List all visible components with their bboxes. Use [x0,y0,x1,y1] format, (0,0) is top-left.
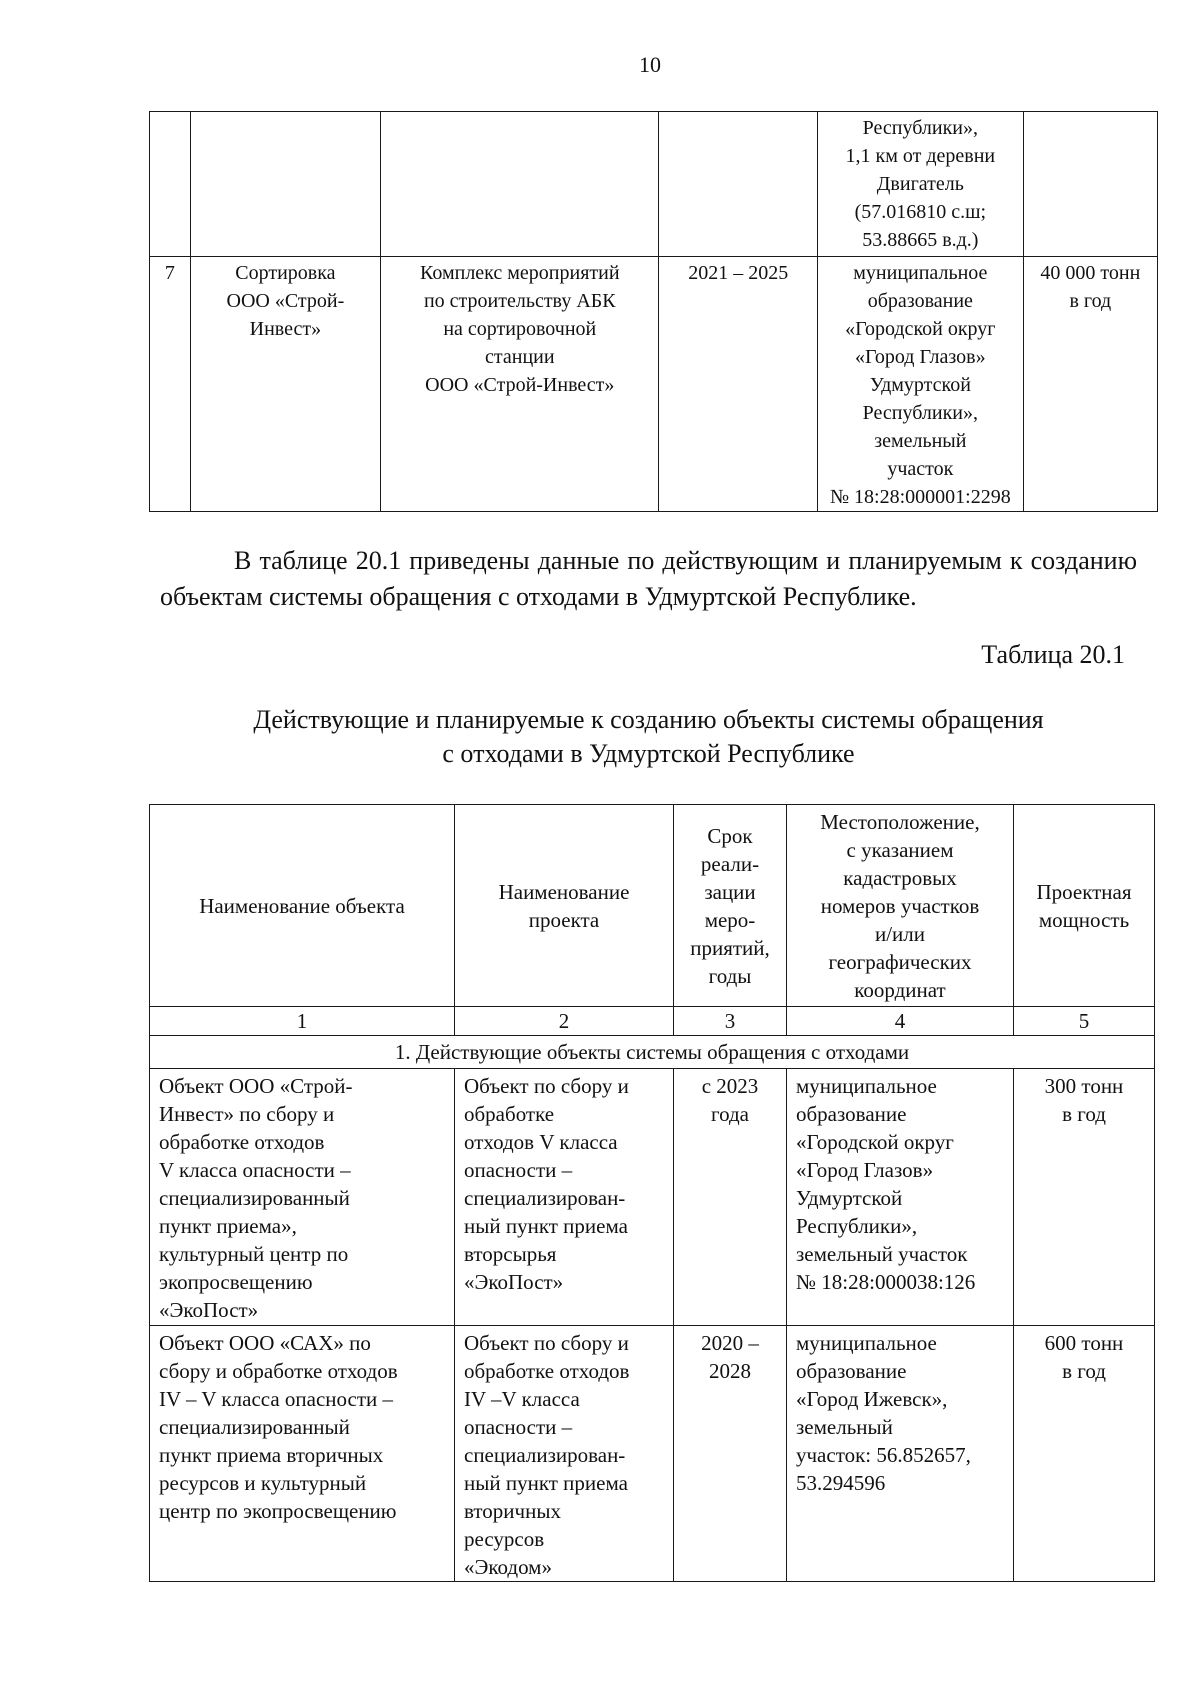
period-cell [659,112,817,257]
object-cell: Сортировка ООО «Строй- Инвест» [190,257,380,512]
table-row [150,1069,1155,1326]
column-number: 2 [455,1007,674,1036]
section-heading: 1. Действующие объекты системы обращения с отходами [150,1036,1155,1069]
location-cell: муниципальное образование «Городской округ «Город Глазов» Удмуртской Республики», земельный участок № 18:28:000038:126 [787,1069,1014,1326]
header-object-name: Наименование объекта [150,805,455,1007]
row-number-cell [150,112,191,257]
object-cell: Объект ООО «Строй- Инвест» по сбору и обработке отходов V класса опасности – специализированный пункт приема», культурный центр по экопросвещению «ЭкоПост» [150,1069,455,1326]
table-row [150,1326,1155,1582]
object-cell [190,112,380,257]
object-cell: Объект ООО «САХ» по сбору и обработке отходов IV – V класса опасности – специализированный пункт приема вторичных ресурсов и культурный центр по экопросвещению [150,1326,455,1582]
capacity-cell: 40 000 тонн в год [1023,257,1157,512]
location-cell: Республики», 1,1 км от деревни Двигатель (57.016810 с.ш; 53.88665 в.д.) [817,112,1023,257]
table-label: Таблица 20.1 [981,640,1125,669]
project-cell: Объект по сбору и обработке отходов V класса опасности – специализирован- ный пункт приема вторсырья «ЭкоПост» [455,1069,674,1326]
table-header-row [150,805,1155,1007]
section-row [150,1036,1155,1069]
row-number-cell: 7 [150,257,191,512]
continuation-table [149,111,1158,512]
project-cell: Объект по сбору и обработке отходов IV –V класса опасности – специализирован- ный пункт приема вторичных ресурсов «Экодом» [455,1326,674,1582]
column-number: 5 [1014,1007,1155,1036]
table-row [150,112,1158,257]
location-cell: муниципальное образование «Город Ижевск», земельный участок: 56.852657, 53.294596 [787,1326,1014,1582]
location-cell: муниципальное образование «Городской округ «Город Глазов» Удмуртской Республики», земельный участок № 18:28:000001:2298 [817,257,1023,512]
page-number: 10 [639,52,661,77]
header-capacity: Проектная мощность [1014,805,1155,1007]
column-number: 4 [787,1007,1014,1036]
header-period: Срок реали- зации меро- приятий, годы [674,805,787,1007]
intro-paragraph: В таблице 20.1 приведены данные по действующим и планируемым к созданию объектам системы обращения с отходами в Удмуртской Республике. [160,546,1137,611]
column-number-row [150,1007,1155,1036]
column-number: 3 [674,1007,787,1036]
header-project-name: Наименование проекта [455,805,674,1007]
facilities-table [149,804,1155,1582]
project-cell: Комплекс мероприятий по строительству АБК на сортировочной станции ООО «Строй-Инвест» [381,257,659,512]
capacity-cell: 600 тонн в год [1014,1326,1155,1582]
period-cell: 2021 – 2025 [659,257,817,512]
column-number: 1 [150,1007,455,1036]
header-location: Местоположение, с указанием кадастровых номеров участков и/или географических координат [787,805,1014,1007]
period-cell: с 2023 года [674,1069,787,1326]
capacity-cell: 300 тонн в год [1014,1069,1155,1326]
project-cell [381,112,659,257]
table-row [150,257,1158,512]
period-cell: 2020 – 2028 [674,1326,787,1582]
capacity-cell [1023,112,1157,257]
table-title: Действующие и планируемые к созданию объекты системы обращения с отходами в Удмуртской Республике [253,705,1044,768]
